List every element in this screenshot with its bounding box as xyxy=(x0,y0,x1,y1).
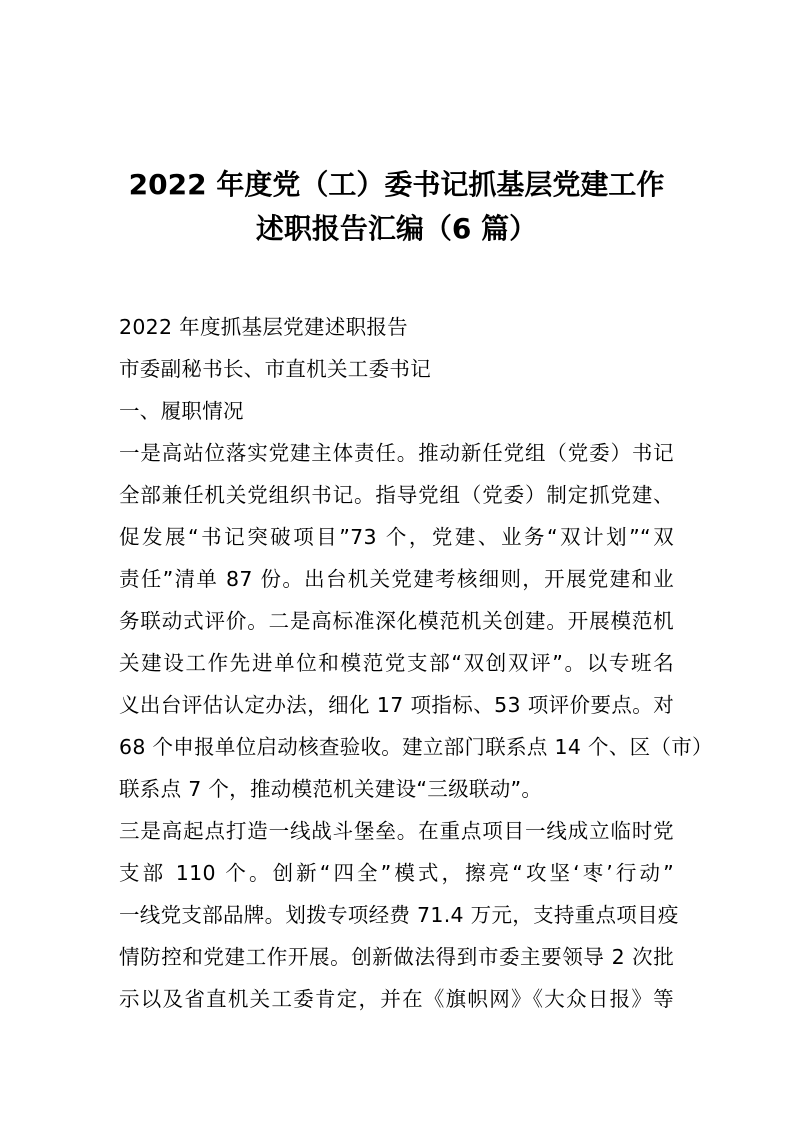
paragraph-line: 联系点 7 个，推动模范机关建设“三级联动”。 xyxy=(119,777,543,801)
paragraph-line: 促发展“书记突破项目”73 个，党建、业务“双计划”“双 xyxy=(119,525,674,549)
author-line: 市委副秘书长、市直机关工委书记 xyxy=(119,357,431,381)
paragraph-line: 一线党支部品牌。划拨专项经费 71.4 万元，支持重点项目疫 xyxy=(119,903,679,927)
paragraph-line: 三是高起点打造一线战斗堡垒。在重点项目一线成立临时党 xyxy=(119,819,674,843)
paragraph-line: 68 个申报单位启动核查验收。建立部门联系点 14 个、区（市） xyxy=(119,735,713,759)
paragraph-line: 情防控和党建工作开展。创新做法得到市委主要领导 2 次批 xyxy=(119,945,674,969)
paragraph-line: 支部 110 个。创新“四全”模式，擦亮“攻坚‘枣’行动” xyxy=(119,861,674,885)
paragraph-line: 责任”清单 87 份。出台机关党建考核细则，开展党建和业 xyxy=(119,567,674,591)
paragraph-line: 全部兼任机关党组织书记。指导党组（党委）制定抓党建、 xyxy=(119,483,674,507)
subsection-heading: 一、履职情况 xyxy=(119,399,244,423)
paragraph-line: 务联动式评价。二是高标准深化模范机关创建。开展模范机 xyxy=(119,609,674,633)
paragraph-line: 一是高站位落实党建主体责任。推动新任党组（党委）书记 xyxy=(119,441,674,465)
document-title-line-1: 2022 年度党（工）委书记抓基层党建工作 xyxy=(128,168,665,201)
section-heading: 2022 年度抓基层党建述职报告 xyxy=(119,315,408,339)
paragraph-line: 示以及省直机关工委肯定，并在《旗帜网》《大众日报》等 xyxy=(119,987,674,1011)
paragraph-line: 义出台评估认定办法，细化 17 项指标、53 项评价要点。对 xyxy=(119,693,674,717)
paragraph-line: 关建设工作先进单位和模范党支部“双创双评”。以专班名 xyxy=(119,651,674,675)
document-title-line-2: 述职报告汇编（6 篇） xyxy=(255,212,538,245)
